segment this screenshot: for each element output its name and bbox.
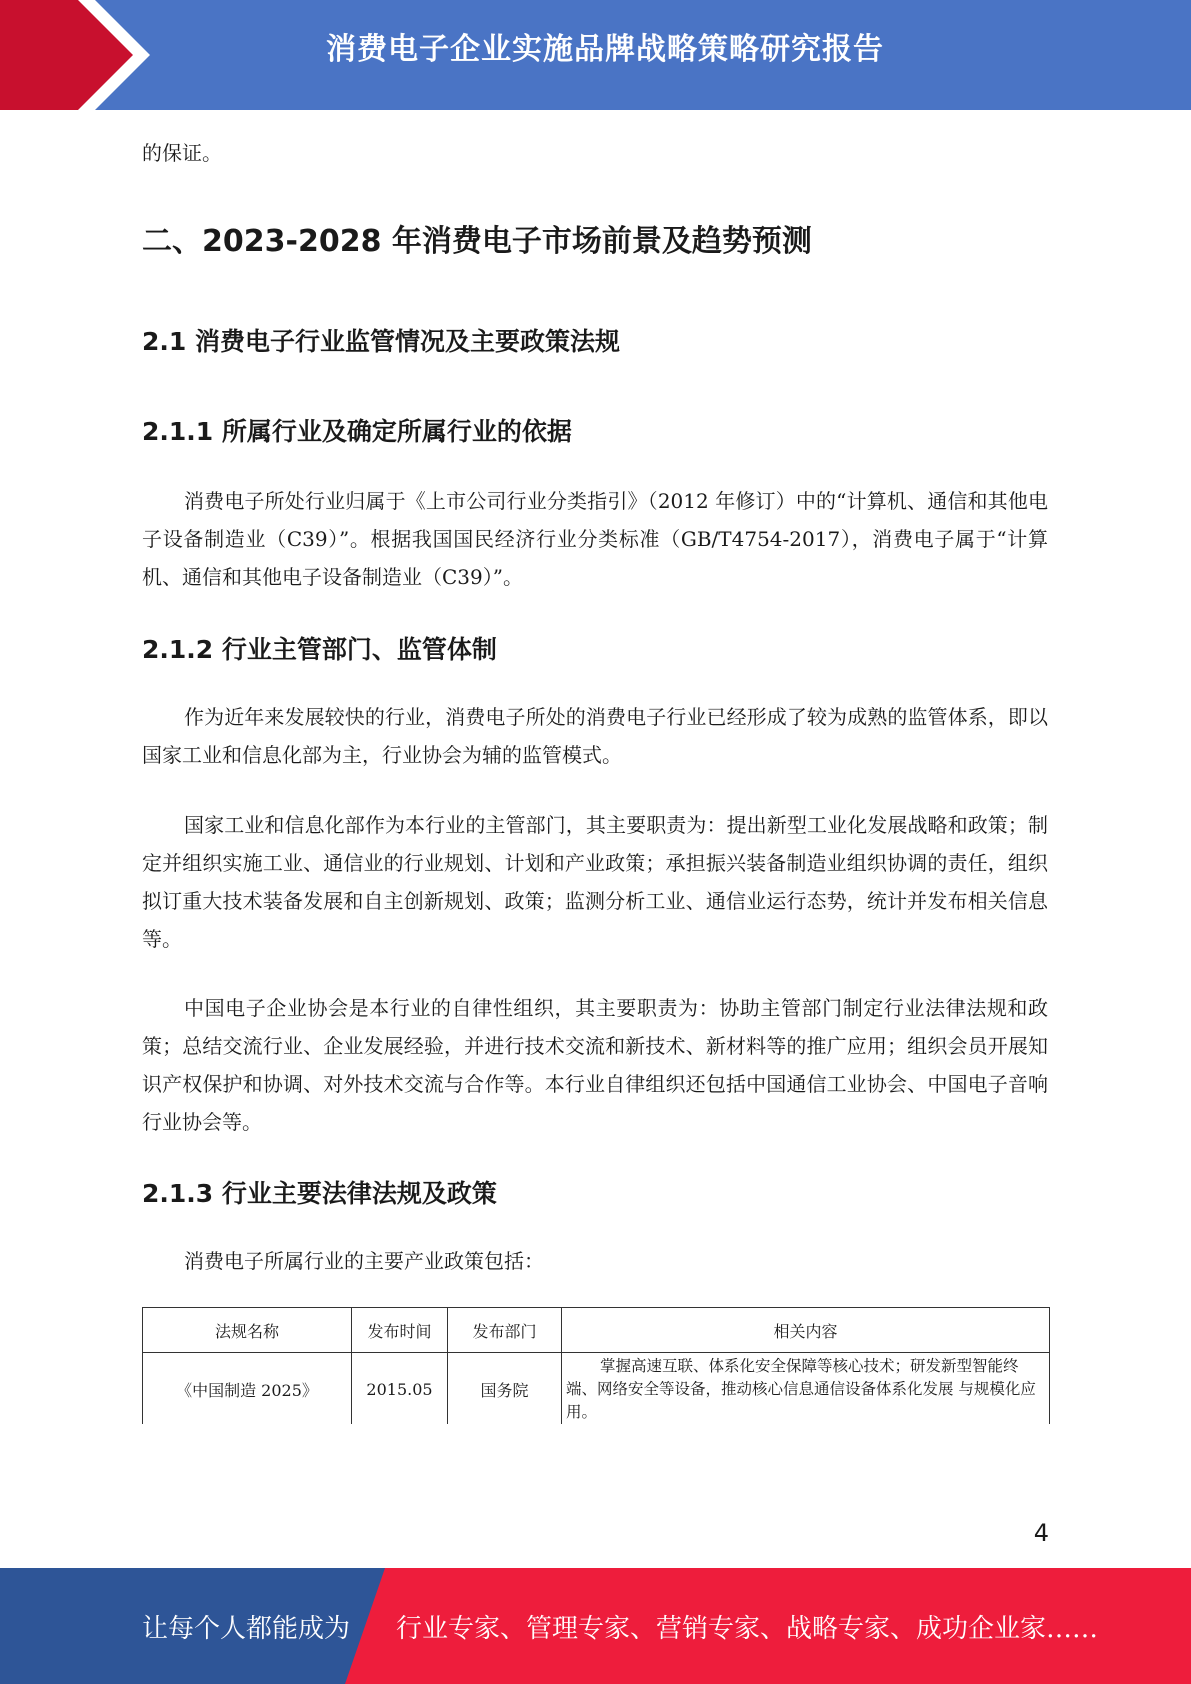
paragraph-2-1-2-c: 中国电子企业协会是本行业的自律性组织，其主要职责为：协助主管部门制定行业法律法规和政策；总结交流行业、企业发展经验，并进行技术交流和新技术、新材料等的推广应用；组织会员开展知识产权保护和协调、对外技术交流与合作等。本行业自律组织还包括中国通信工业协会、中国电子音响行业协会等。 bbox=[142, 996, 1048, 1134]
header-chevron-decoration bbox=[0, 0, 160, 110]
footer-slogan-left: 让每个人都能成为 bbox=[142, 1614, 351, 1644]
page-number: 4 bbox=[1033, 1519, 1049, 1547]
heading-2-1-3: 2.1.3 行业主要法律法规及政策 bbox=[142, 1179, 497, 1208]
table-header-cell: 相关内容 bbox=[562, 1308, 1050, 1353]
table-cell-name: 《中国制造 2025》 bbox=[143, 1353, 352, 1427]
intro-fragment: 的保证。 bbox=[142, 141, 222, 165]
table-row bbox=[143, 1353, 1050, 1427]
table-cell-date: 2015.05 bbox=[352, 1353, 448, 1427]
paragraph-2-1-2-b: 国家工业和信息化部作为本行业的主管部门，其主要职责为：提出新型工业化发展战略和政策；制定并组织实施工业、通信业的行业规划、计划和产业政策；承担振兴装备制造业组织协调的责任，组织拟订重大技术装备发展和自主创新规划、政策；监测分析工业、通信业运行态势，统计并发布相关信息等。 bbox=[142, 813, 1048, 951]
table-header-cell: 发布部门 bbox=[448, 1308, 562, 1353]
heading-2-1-2: 2.1.2 行业主管部门、监管体制 bbox=[142, 635, 497, 664]
table-header-cell: 法规名称 bbox=[143, 1308, 352, 1353]
report-title: 消费电子企业实施品牌战略策略研究报告 bbox=[326, 32, 884, 67]
subsection-title-2-1: 2.1 消费电子行业监管情况及主要政策法规 bbox=[142, 327, 620, 356]
table-page-break-mask bbox=[130, 1424, 1070, 1484]
section-title: 二、2023-2028 年消费电子市场前景及趋势预测 bbox=[142, 224, 812, 259]
table-header-row bbox=[143, 1308, 1050, 1353]
paragraph-2-1-2-a: 作为近年来发展较快的行业，消费电子所处的消费电子行业已经形成了较为成熟的监管体系，即以国家工业和信息化部为主，行业协会为辅的监管模式。 bbox=[142, 705, 1048, 767]
heading-2-1-1: 2.1.1 所属行业及确定所属行业的依据 bbox=[142, 417, 572, 446]
table-cell-content: 掌握高速互联、体系化安全保障等核心技术；研发新型智能终端、网络安全等设备，推动核心信息通信设备体系化发展 与规模化应用。 bbox=[562, 1353, 1050, 1427]
paragraph-2-1-3: 消费电子所属行业的主要产业政策包括： bbox=[184, 1249, 544, 1273]
footer-slogan-right: 行业专家、管理专家、营销专家、战略专家、成功企业家…… bbox=[396, 1614, 1099, 1644]
policy-table bbox=[142, 1307, 1050, 1427]
table-cell-dept: 国务院 bbox=[448, 1353, 562, 1427]
paragraph-2-1-1: 消费电子所处行业归属于《上市公司行业分类指引》（2012 年修订）中的“计算机、通信和其他电子设备制造业（C39）”。根据我国国民经济行业分类标准（GB/T4754-2017），消费电子属于“计算机、通信和其他电子设备制造业（C39）”。 bbox=[142, 489, 1048, 589]
table-header-cell: 发布时间 bbox=[352, 1308, 448, 1353]
